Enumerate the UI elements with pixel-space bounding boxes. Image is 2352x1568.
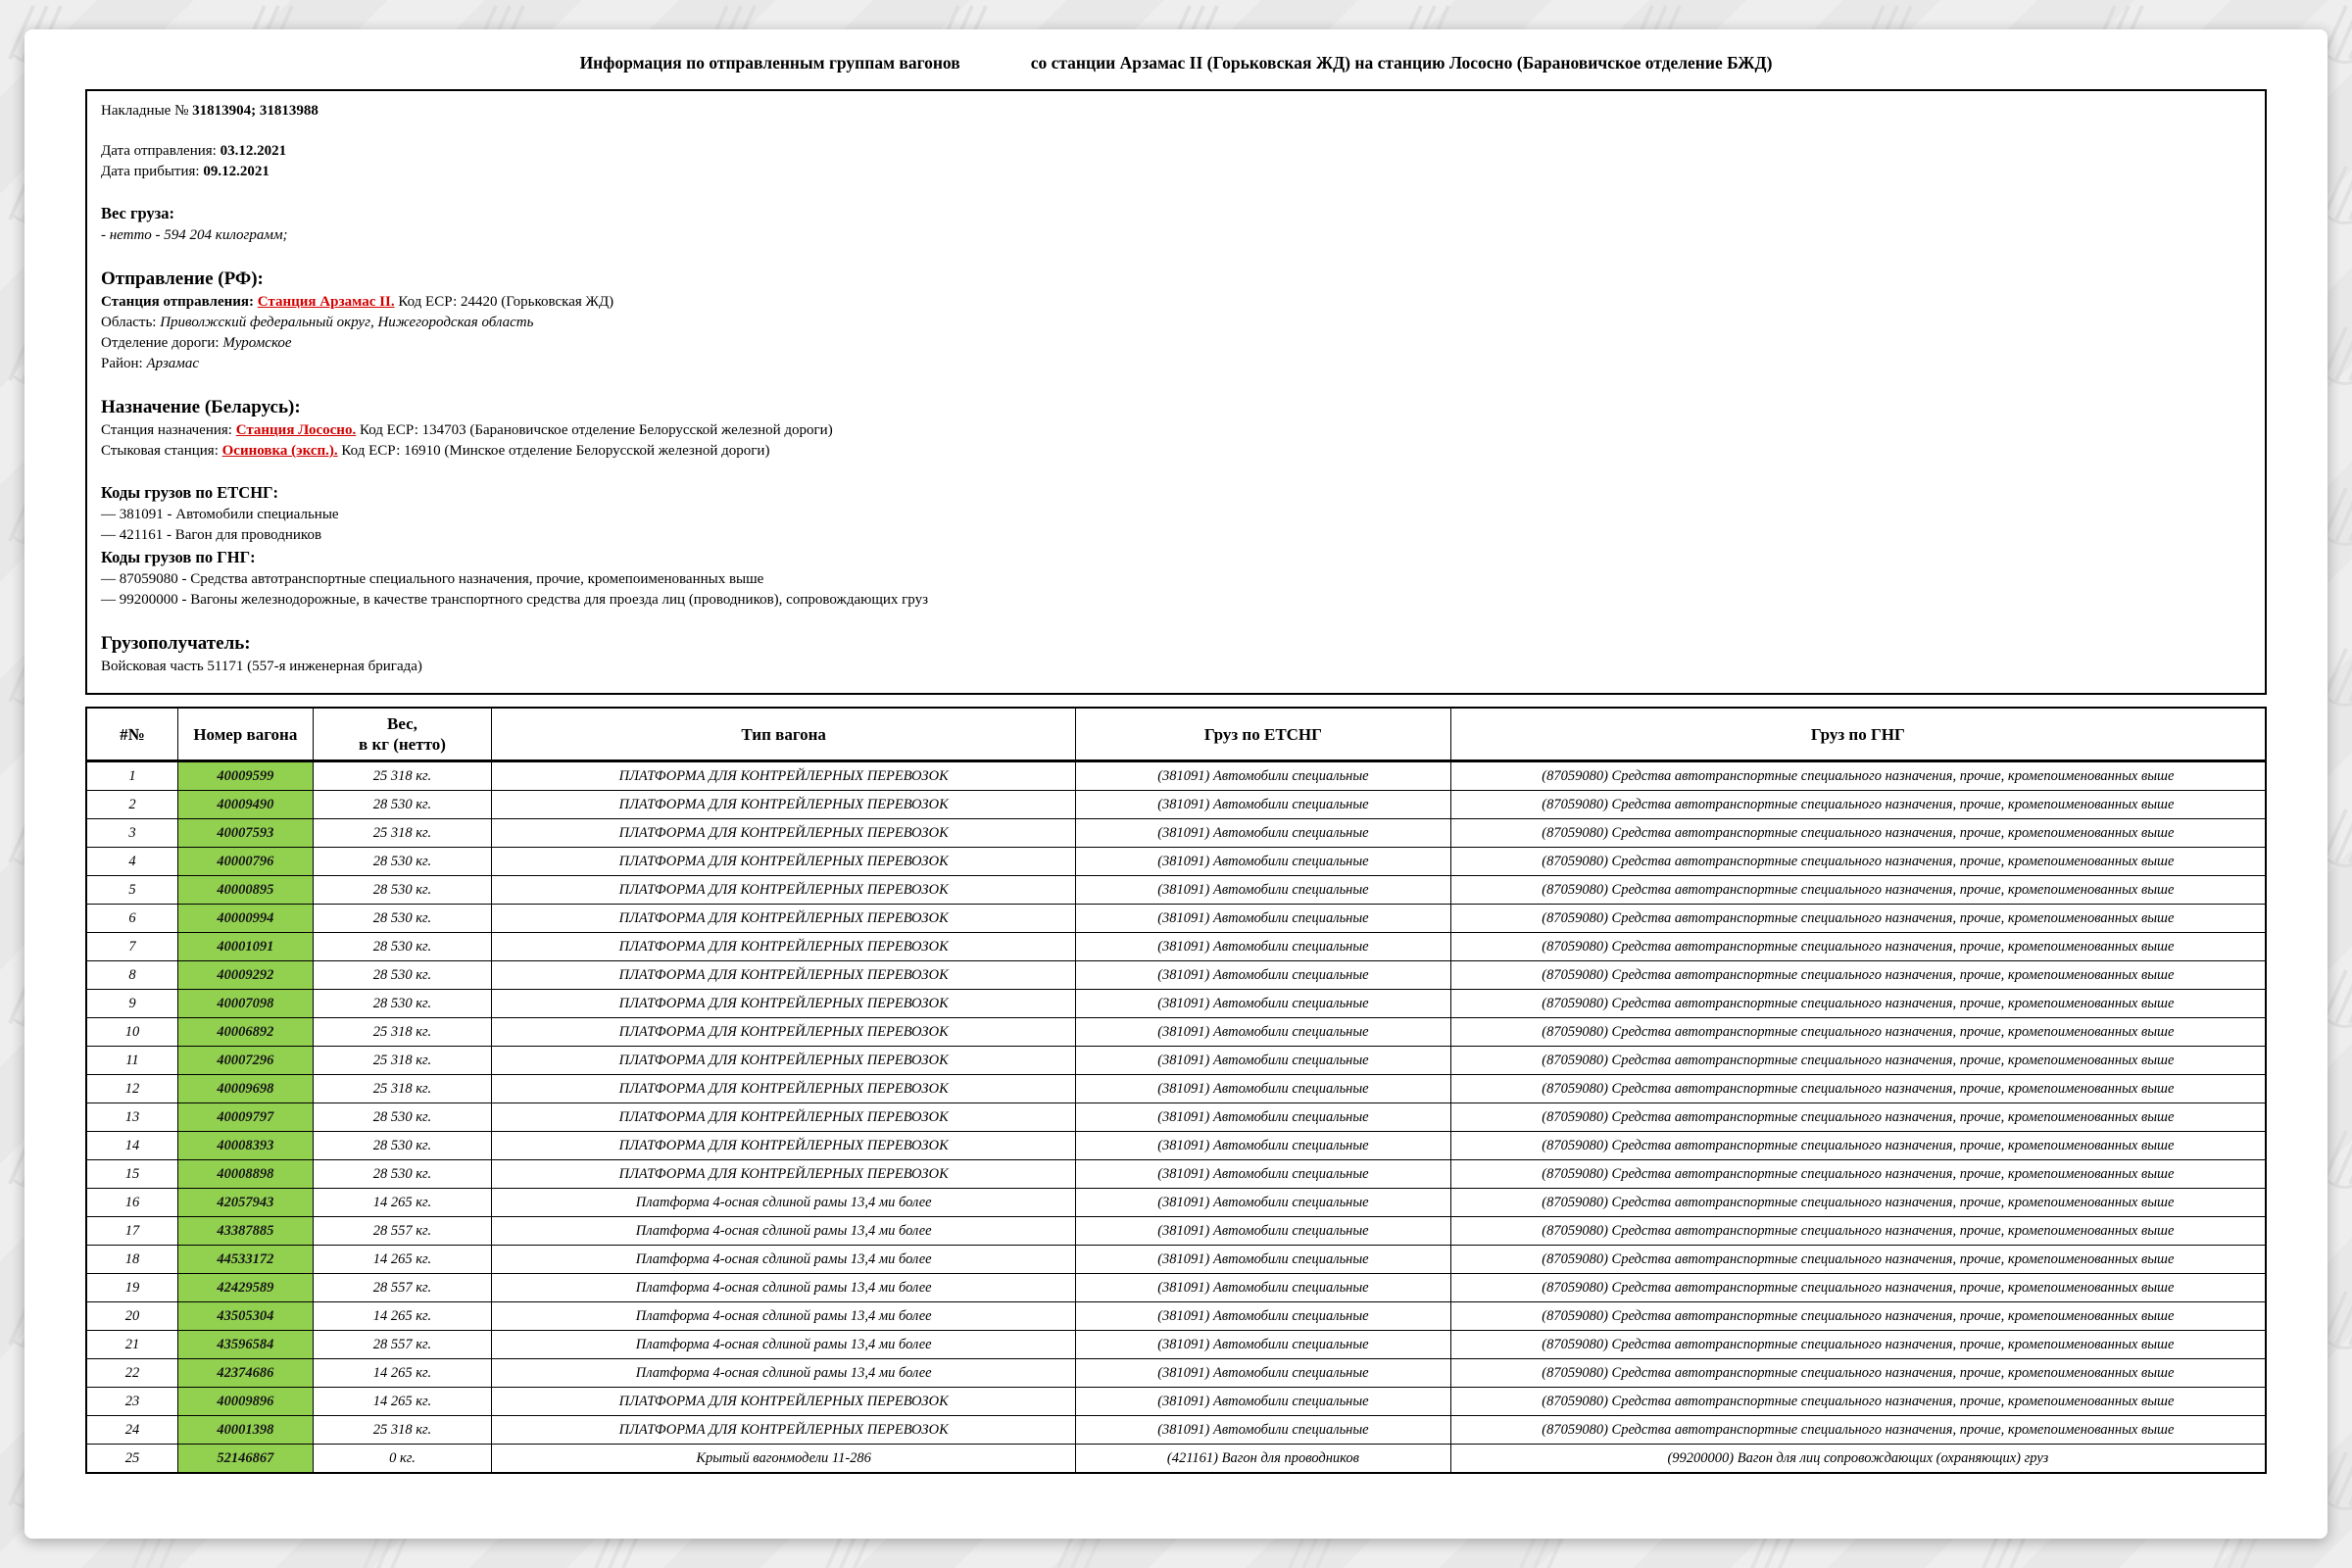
wagon-number-cell: 40006892 <box>177 1018 313 1047</box>
cargo-etsng-cell: (381091) Автомобили специальные <box>1076 1132 1451 1160</box>
row-number-cell: 8 <box>86 961 177 990</box>
cargo-weight-net: - нетто - 594 204 килограмм; <box>101 227 288 243</box>
row-number-cell: 21 <box>86 1331 177 1359</box>
wagon-type-cell: Платформа 4-осная сдлиной рамы 13,4 ми более <box>492 1217 1076 1246</box>
wagon-number-cell: 40009896 <box>177 1388 313 1416</box>
row-number-cell: 4 <box>86 848 177 876</box>
wagon-number-cell: 52146867 <box>177 1445 313 1474</box>
cargo-etsng-cell: (381091) Автомобили специальные <box>1076 1047 1451 1075</box>
cargo-gng-cell: (87059080) Средства автотранспортные специального назначения, прочие, кромепоименованных выше <box>1450 1331 2266 1359</box>
waybills-value: 31813904; 31813988 <box>192 103 318 119</box>
cargo-etsng-cell: (381091) Автомобили специальные <box>1076 1217 1451 1246</box>
wagon-number-cell: 40009490 <box>177 791 313 819</box>
waybills-label: Накладные № <box>101 103 193 119</box>
header-wagon-number: Номер вагона <box>177 708 313 761</box>
row-number-cell: 7 <box>86 933 177 961</box>
row-number-cell: 12 <box>86 1075 177 1103</box>
departure-date-line <box>101 141 2251 162</box>
spacer <box>101 122 2251 141</box>
gng-code-item: — 99200000 - Вагоны железнодорожные, в качестве транспортного средства для проезда лиц (проводников), сопровождающих груз <box>101 592 929 608</box>
weight-cell: 25 318 кг. <box>313 1018 491 1047</box>
table-row <box>86 990 2266 1018</box>
cargo-gng-cell: (87059080) Средства автотранспортные специального назначения, прочие, кромепоименованных выше <box>1450 1302 2266 1331</box>
wagon-number-cell: 40001091 <box>177 933 313 961</box>
cargo-etsng-cell: (381091) Автомобили специальные <box>1076 1302 1451 1331</box>
weight-cell: 28 557 кг. <box>313 1274 491 1302</box>
destination-station-rest: Код ЕСР: 134703 (Барановичское отделение Белорусской железной дороги) <box>356 422 833 438</box>
region-value: Приволжский федеральный округ, Нижегородская область <box>160 315 534 330</box>
weight-cell: 28 530 кг. <box>313 1160 491 1189</box>
wagon-number-cell: 40007593 <box>177 819 313 848</box>
row-number-cell: 10 <box>86 1018 177 1047</box>
spacer <box>101 182 2251 202</box>
table-row <box>86 1331 2266 1359</box>
cargo-gng-cell: (87059080) Средства автотранспортные специального назначения, прочие, кромепоименованных выше <box>1450 1047 2266 1075</box>
wagon-number-cell: 43596584 <box>177 1331 313 1359</box>
wagon-type-cell: ПЛАТФОРМА ДЛЯ КОНТРЕЙЛЕРНЫХ ПЕРЕВОЗОК <box>492 761 1076 791</box>
weight-cell: 28 530 кг. <box>313 961 491 990</box>
wagon-type-cell: ПЛАТФОРМА ДЛЯ КОНТРЕЙЛЕРНЫХ ПЕРЕВОЗОК <box>492 1388 1076 1416</box>
table-row <box>86 1047 2266 1075</box>
wagon-type-cell: Платформа 4-осная сдлиной рамы 13,4 ми более <box>492 1274 1076 1302</box>
destination-section-heading: Назначение (Беларусь): <box>101 397 301 417</box>
weight-cell: 0 кг. <box>313 1445 491 1474</box>
table-row <box>86 1189 2266 1217</box>
cargo-gng-cell: (87059080) Средства автотранспортные специального назначения, прочие, кромепоименованных выше <box>1450 1189 2266 1217</box>
wagon-number-cell: 40009599 <box>177 761 313 791</box>
document-page <box>24 29 2328 1539</box>
destination-station-label: Станция назначения: <box>101 422 236 438</box>
weight-cell: 25 318 кг. <box>313 1047 491 1075</box>
cargo-etsng-cell: (381091) Автомобили специальные <box>1076 1246 1451 1274</box>
wagon-type-cell: ПЛАТФОРМА ДЛЯ КОНТРЕЙЛЕРНЫХ ПЕРЕВОЗОК <box>492 819 1076 848</box>
waybills-line <box>101 101 2251 122</box>
spacer <box>101 246 2251 266</box>
weight-cell: 28 530 кг. <box>313 905 491 933</box>
cargo-gng-cell: (87059080) Средства автотранспортные специального назначения, прочие, кромепоименованных выше <box>1450 1388 2266 1416</box>
cargo-gng-cell: (87059080) Средства автотранспортные специального назначения, прочие, кромепоименованных выше <box>1450 1246 2266 1274</box>
row-number-cell: 2 <box>86 791 177 819</box>
cargo-gng-cell: (87059080) Средства автотранспортные специального назначения, прочие, кромепоименованных выше <box>1450 961 2266 990</box>
spacer <box>101 611 2251 630</box>
wagon-table-header-row <box>86 708 2266 761</box>
spacer <box>101 374 2251 394</box>
cargo-gng-cell: (87059080) Средства автотранспортные специального назначения, прочие, кромепоименованных выше <box>1450 905 2266 933</box>
row-number-cell: 17 <box>86 1217 177 1246</box>
wagon-type-cell: Платформа 4-осная сдлиной рамы 13,4 ми более <box>492 1246 1076 1274</box>
table-row <box>86 791 2266 819</box>
row-number-cell: 25 <box>86 1445 177 1474</box>
weight-cell: 28 530 кг. <box>313 933 491 961</box>
table-row <box>86 761 2266 791</box>
cargo-weight-heading: Вес груза: <box>101 204 175 222</box>
wagon-type-cell: ПЛАТФОРМА ДЛЯ КОНТРЕЙЛЕРНЫХ ПЕРЕВОЗОК <box>492 876 1076 905</box>
wagon-number-cell: 40007098 <box>177 990 313 1018</box>
wagon-number-cell: 40007296 <box>177 1047 313 1075</box>
cargo-gng-cell: (87059080) Средства автотранспортные специального назначения, прочие, кромепоименованных выше <box>1450 791 2266 819</box>
wagon-type-cell: ПЛАТФОРМА ДЛЯ КОНТРЕЙЛЕРНЫХ ПЕРЕВОЗОК <box>492 990 1076 1018</box>
header-cargo-gng: Груз по ГНГ <box>1450 708 2266 761</box>
arrival-date-value: 09.12.2021 <box>203 164 270 179</box>
header-cargo-etsng: Груз по ЕТСНГ <box>1076 708 1451 761</box>
origin-station-label: Станция отправления: <box>101 294 258 310</box>
cargo-etsng-cell: (381091) Автомобили специальные <box>1076 791 1451 819</box>
table-row <box>86 933 2266 961</box>
cargo-gng-cell: (87059080) Средства автотранспортные специального назначения, прочие, кромепоименованных выше <box>1450 1217 2266 1246</box>
wagon-type-cell: ПЛАТФОРМА ДЛЯ КОНТРЕЙЛЕРНЫХ ПЕРЕВОЗОК <box>492 961 1076 990</box>
district-value: Арзамас <box>146 356 200 371</box>
district-line <box>101 354 2251 374</box>
row-number-cell: 3 <box>86 819 177 848</box>
destination-station-line <box>101 420 2251 441</box>
wagon-number-cell: 42429589 <box>177 1274 313 1302</box>
consignee-value: Войсковая часть 51171 (557-я инженерная бригада) <box>101 659 422 674</box>
wagon-number-cell: 43387885 <box>177 1217 313 1246</box>
row-number-cell: 1 <box>86 761 177 791</box>
cargo-gng-cell: (99200000) Вагон для лиц сопровождающих (охраняющих) груз <box>1450 1445 2266 1474</box>
wagon-type-cell: ПЛАТФОРМА ДЛЯ КОНТРЕЙЛЕРНЫХ ПЕРЕВОЗОК <box>492 1018 1076 1047</box>
weight-cell: 25 318 кг. <box>313 1416 491 1445</box>
junction-station-line <box>101 441 2251 462</box>
wagon-type-cell: ПЛАТФОРМА ДЛЯ КОНТРЕЙЛЕРНЫХ ПЕРЕВОЗОК <box>492 1160 1076 1189</box>
row-number-cell: 5 <box>86 876 177 905</box>
wagon-number-cell: 40000994 <box>177 905 313 933</box>
cargo-etsng-cell: (381091) Автомобили специальные <box>1076 819 1451 848</box>
wagon-number-cell: 40009698 <box>177 1075 313 1103</box>
weight-cell: 28 530 кг. <box>313 876 491 905</box>
wagon-type-cell: ПЛАТФОРМА ДЛЯ КОНТРЕЙЛЕРНЫХ ПЕРЕВОЗОК <box>492 905 1076 933</box>
junction-station-label: Стыковая станция: <box>101 443 222 459</box>
page-title <box>24 53 2328 74</box>
wagon-number-cell: 40001398 <box>177 1416 313 1445</box>
division-label: Отделение дороги: <box>101 335 223 351</box>
etsng-codes-heading: Коды грузов по ЕТСНГ: <box>101 483 279 502</box>
wagon-type-cell: ПЛАТФОРМА ДЛЯ КОНТРЕЙЛЕРНЫХ ПЕРЕВОЗОК <box>492 848 1076 876</box>
table-row <box>86 1359 2266 1388</box>
wagon-number-cell: 40008393 <box>177 1132 313 1160</box>
weight-cell: 14 265 кг. <box>313 1388 491 1416</box>
weight-cell: 28 530 кг. <box>313 848 491 876</box>
weight-cell: 28 530 кг. <box>313 791 491 819</box>
weight-cell: 14 265 кг. <box>313 1189 491 1217</box>
division-line <box>101 333 2251 354</box>
weight-cell: 28 530 кг. <box>313 1132 491 1160</box>
gng-code-item: — 87059080 - Средства автотранспортные специального назначения, прочие, кромепоименованных выше <box>101 571 764 587</box>
cargo-etsng-cell: (381091) Автомобили специальные <box>1076 761 1451 791</box>
table-row <box>86 1445 2266 1474</box>
cargo-gng-cell: (87059080) Средства автотранспортные специального назначения, прочие, кромепоименованных выше <box>1450 1075 2266 1103</box>
departure-date-label: Дата отправления: <box>101 143 220 159</box>
division-value: Муромское <box>222 335 292 351</box>
cargo-etsng-cell: (421161) Вагон для проводников <box>1076 1445 1451 1474</box>
cargo-gng-cell: (87059080) Средства автотранспортные специального назначения, прочие, кромепоименованных выше <box>1450 1160 2266 1189</box>
cargo-etsng-cell: (381091) Автомобили специальные <box>1076 1388 1451 1416</box>
cargo-gng-cell: (87059080) Средства автотранспортные специального назначения, прочие, кромепоименованных выше <box>1450 819 2266 848</box>
weight-cell: 28 530 кг. <box>313 990 491 1018</box>
cargo-etsng-cell: (381091) Автомобили специальные <box>1076 1103 1451 1132</box>
row-number-cell: 19 <box>86 1274 177 1302</box>
table-row <box>86 1103 2266 1132</box>
wagon-number-cell: 43505304 <box>177 1302 313 1331</box>
header-row-number: #№ <box>86 708 177 761</box>
etsng-code-item: — 421161 - Вагон для проводников <box>101 527 322 543</box>
cargo-etsng-cell: (381091) Автомобили специальные <box>1076 1359 1451 1388</box>
table-row <box>86 1075 2266 1103</box>
row-number-cell: 18 <box>86 1246 177 1274</box>
cargo-gng-cell: (87059080) Средства автотранспортные специального назначения, прочие, кромепоименованных выше <box>1450 1416 2266 1445</box>
table-row <box>86 876 2266 905</box>
shipment-info-box <box>85 89 2267 695</box>
row-number-cell: 14 <box>86 1132 177 1160</box>
row-number-cell: 24 <box>86 1416 177 1445</box>
row-number-cell: 15 <box>86 1160 177 1189</box>
cargo-etsng-cell: (381091) Автомобили специальные <box>1076 1160 1451 1189</box>
row-number-cell: 11 <box>86 1047 177 1075</box>
cargo-etsng-cell: (381091) Автомобили специальные <box>1076 990 1451 1018</box>
page-title-part2: со станции Арзамас II (Горьковская ЖД) на станцию Лососно (Барановичское отделение БЖД) <box>1030 53 1773 73</box>
table-row <box>86 1302 2266 1331</box>
weight-cell: 28 557 кг. <box>313 1331 491 1359</box>
wagon-number-cell: 42057943 <box>177 1189 313 1217</box>
row-number-cell: 22 <box>86 1359 177 1388</box>
cargo-gng-cell: (87059080) Средства автотранспортные специального назначения, прочие, кромепоименованных выше <box>1450 990 2266 1018</box>
cargo-etsng-cell: (381091) Автомобили специальные <box>1076 961 1451 990</box>
weight-cell: 14 265 кг. <box>313 1246 491 1274</box>
cargo-etsng-cell: (381091) Автомобили специальные <box>1076 1416 1451 1445</box>
row-number-cell: 20 <box>86 1302 177 1331</box>
cargo-gng-cell: (87059080) Средства автотранспортные специального назначения, прочие, кромепоименованных выше <box>1450 1132 2266 1160</box>
cargo-etsng-cell: (381091) Автомобили специальные <box>1076 876 1451 905</box>
region-line <box>101 313 2251 333</box>
wagon-type-cell: Платформа 4-осная сдлиной рамы 13,4 ми более <box>492 1359 1076 1388</box>
header-weight: Вес, в кг (нетто) <box>313 708 491 761</box>
arrival-date-label: Дата прибытия: <box>101 164 204 179</box>
wagon-type-cell: ПЛАТФОРМА ДЛЯ КОНТРЕЙЛЕРНЫХ ПЕРЕВОЗОК <box>492 1416 1076 1445</box>
weight-cell: 25 318 кг. <box>313 1075 491 1103</box>
cargo-etsng-cell: (381091) Автомобили специальные <box>1076 1018 1451 1047</box>
page-title-part1: Информация по отправленным группам вагонов <box>579 53 960 73</box>
cargo-etsng-cell: (381091) Автомобили специальные <box>1076 1189 1451 1217</box>
weight-cell: 28 557 кг. <box>313 1217 491 1246</box>
table-row <box>86 1388 2266 1416</box>
district-label: Район: <box>101 356 147 371</box>
table-row <box>86 961 2266 990</box>
arrival-date-line <box>101 162 2251 182</box>
cargo-etsng-cell: (381091) Автомобили специальные <box>1076 905 1451 933</box>
origin-station-link[interactable]: Станция Арзамас II. <box>257 294 395 310</box>
cargo-gng-cell: (87059080) Средства автотранспортные специального назначения, прочие, кромепоименованных выше <box>1450 1103 2266 1132</box>
junction-station-link[interactable]: Осиновка (эксп.). <box>221 443 338 459</box>
wagon-number-cell: 40000796 <box>177 848 313 876</box>
wagon-number-cell: 40000895 <box>177 876 313 905</box>
wagon-type-cell: ПЛАТФОРМА ДЛЯ КОНТРЕЙЛЕРНЫХ ПЕРЕВОЗОК <box>492 933 1076 961</box>
wagon-type-cell: Платформа 4-осная сдлиной рамы 13,4 ми более <box>492 1189 1076 1217</box>
table-row <box>86 1132 2266 1160</box>
spacer <box>101 462 2251 481</box>
wagon-type-cell: ПЛАТФОРМА ДЛЯ КОНТРЕЙЛЕРНЫХ ПЕРЕВОЗОК <box>492 1132 1076 1160</box>
cargo-etsng-cell: (381091) Автомобили специальные <box>1076 1274 1451 1302</box>
cargo-gng-cell: (87059080) Средства автотранспортные специального назначения, прочие, кромепоименованных выше <box>1450 1274 2266 1302</box>
header-wagon-type: Тип вагона <box>492 708 1076 761</box>
row-number-cell: 23 <box>86 1388 177 1416</box>
wagon-type-cell: Крытый вагонмодели 11-286 <box>492 1445 1076 1474</box>
row-number-cell: 9 <box>86 990 177 1018</box>
wagon-type-cell: ПЛАТФОРМА ДЛЯ КОНТРЕЙЛЕРНЫХ ПЕРЕВОЗОК <box>492 1103 1076 1132</box>
table-row <box>86 848 2266 876</box>
junction-station-rest: Код ЕСР: 16910 (Минское отделение Белорусской железной дороги) <box>337 443 770 459</box>
cargo-etsng-cell: (381091) Автомобили специальные <box>1076 933 1451 961</box>
origin-station-line <box>101 292 2251 313</box>
wagon-number-cell: 40008898 <box>177 1160 313 1189</box>
table-row <box>86 1217 2266 1246</box>
wagon-number-cell: 42374686 <box>177 1359 313 1388</box>
table-row <box>86 1274 2266 1302</box>
table-row <box>86 1416 2266 1445</box>
wagon-number-cell: 40009797 <box>177 1103 313 1132</box>
row-number-cell: 16 <box>86 1189 177 1217</box>
weight-cell: 28 530 кг. <box>313 1103 491 1132</box>
row-number-cell: 13 <box>86 1103 177 1132</box>
row-number-cell: 6 <box>86 905 177 933</box>
wagon-number-cell: 40009292 <box>177 961 313 990</box>
etsng-code-item: — 381091 - Автомобили специальные <box>101 507 339 522</box>
wagon-type-cell: ПЛАТФОРМА ДЛЯ КОНТРЕЙЛЕРНЫХ ПЕРЕВОЗОК <box>492 1075 1076 1103</box>
wagon-type-cell: ПЛАТФОРМА ДЛЯ КОНТРЕЙЛЕРНЫХ ПЕРЕВОЗОК <box>492 791 1076 819</box>
wagon-table <box>85 707 2267 1474</box>
wagon-type-cell: ПЛАТФОРМА ДЛЯ КОНТРЕЙЛЕРНЫХ ПЕРЕВОЗОК <box>492 1047 1076 1075</box>
cargo-gng-cell: (87059080) Средства автотранспортные специального назначения, прочие, кромепоименованных выше <box>1450 876 2266 905</box>
origin-station-rest: Код ЕСР: 24420 (Горьковская ЖД) <box>394 294 614 310</box>
weight-cell: 25 318 кг. <box>313 819 491 848</box>
table-row <box>86 1246 2266 1274</box>
table-row <box>86 1018 2266 1047</box>
cargo-gng-cell: (87059080) Средства автотранспортные специального назначения, прочие, кромепоименованных выше <box>1450 933 2266 961</box>
cargo-gng-cell: (87059080) Средства автотранспортные специального назначения, прочие, кромепоименованных выше <box>1450 848 2266 876</box>
wagon-type-cell: Платформа 4-осная сдлиной рамы 13,4 ми более <box>492 1331 1076 1359</box>
origin-section-heading: Отправление (РФ): <box>101 269 264 289</box>
weight-cell: 14 265 кг. <box>313 1302 491 1331</box>
departure-date-value: 03.12.2021 <box>220 143 287 159</box>
gng-codes-heading: Коды грузов по ГНГ: <box>101 548 256 566</box>
cargo-etsng-cell: (381091) Автомобили специальные <box>1076 1331 1451 1359</box>
cargo-gng-cell: (87059080) Средства автотранспортные специального назначения, прочие, кромепоименованных выше <box>1450 1359 2266 1388</box>
wagon-table-body <box>86 761 2266 1474</box>
cargo-gng-cell: (87059080) Средства автотранспортные специального назначения, прочие, кромепоименованных выше <box>1450 1018 2266 1047</box>
cargo-etsng-cell: (381091) Автомобили специальные <box>1076 848 1451 876</box>
weight-cell: 14 265 кг. <box>313 1359 491 1388</box>
weight-cell: 25 318 кг. <box>313 761 491 791</box>
cargo-etsng-cell: (381091) Автомобили специальные <box>1076 1075 1451 1103</box>
consignee-heading: Грузополучатель: <box>101 633 251 654</box>
region-label: Область: <box>101 315 161 330</box>
table-row <box>86 905 2266 933</box>
wagon-type-cell: Платформа 4-осная сдлиной рамы 13,4 ми более <box>492 1302 1076 1331</box>
table-row <box>86 1160 2266 1189</box>
wagon-number-cell: 44533172 <box>177 1246 313 1274</box>
table-row <box>86 819 2266 848</box>
destination-station-link[interactable]: Станция Лососно. <box>235 422 357 438</box>
cargo-gng-cell: (87059080) Средства автотранспортные специального назначения, прочие, кромепоименованных выше <box>1450 761 2266 791</box>
